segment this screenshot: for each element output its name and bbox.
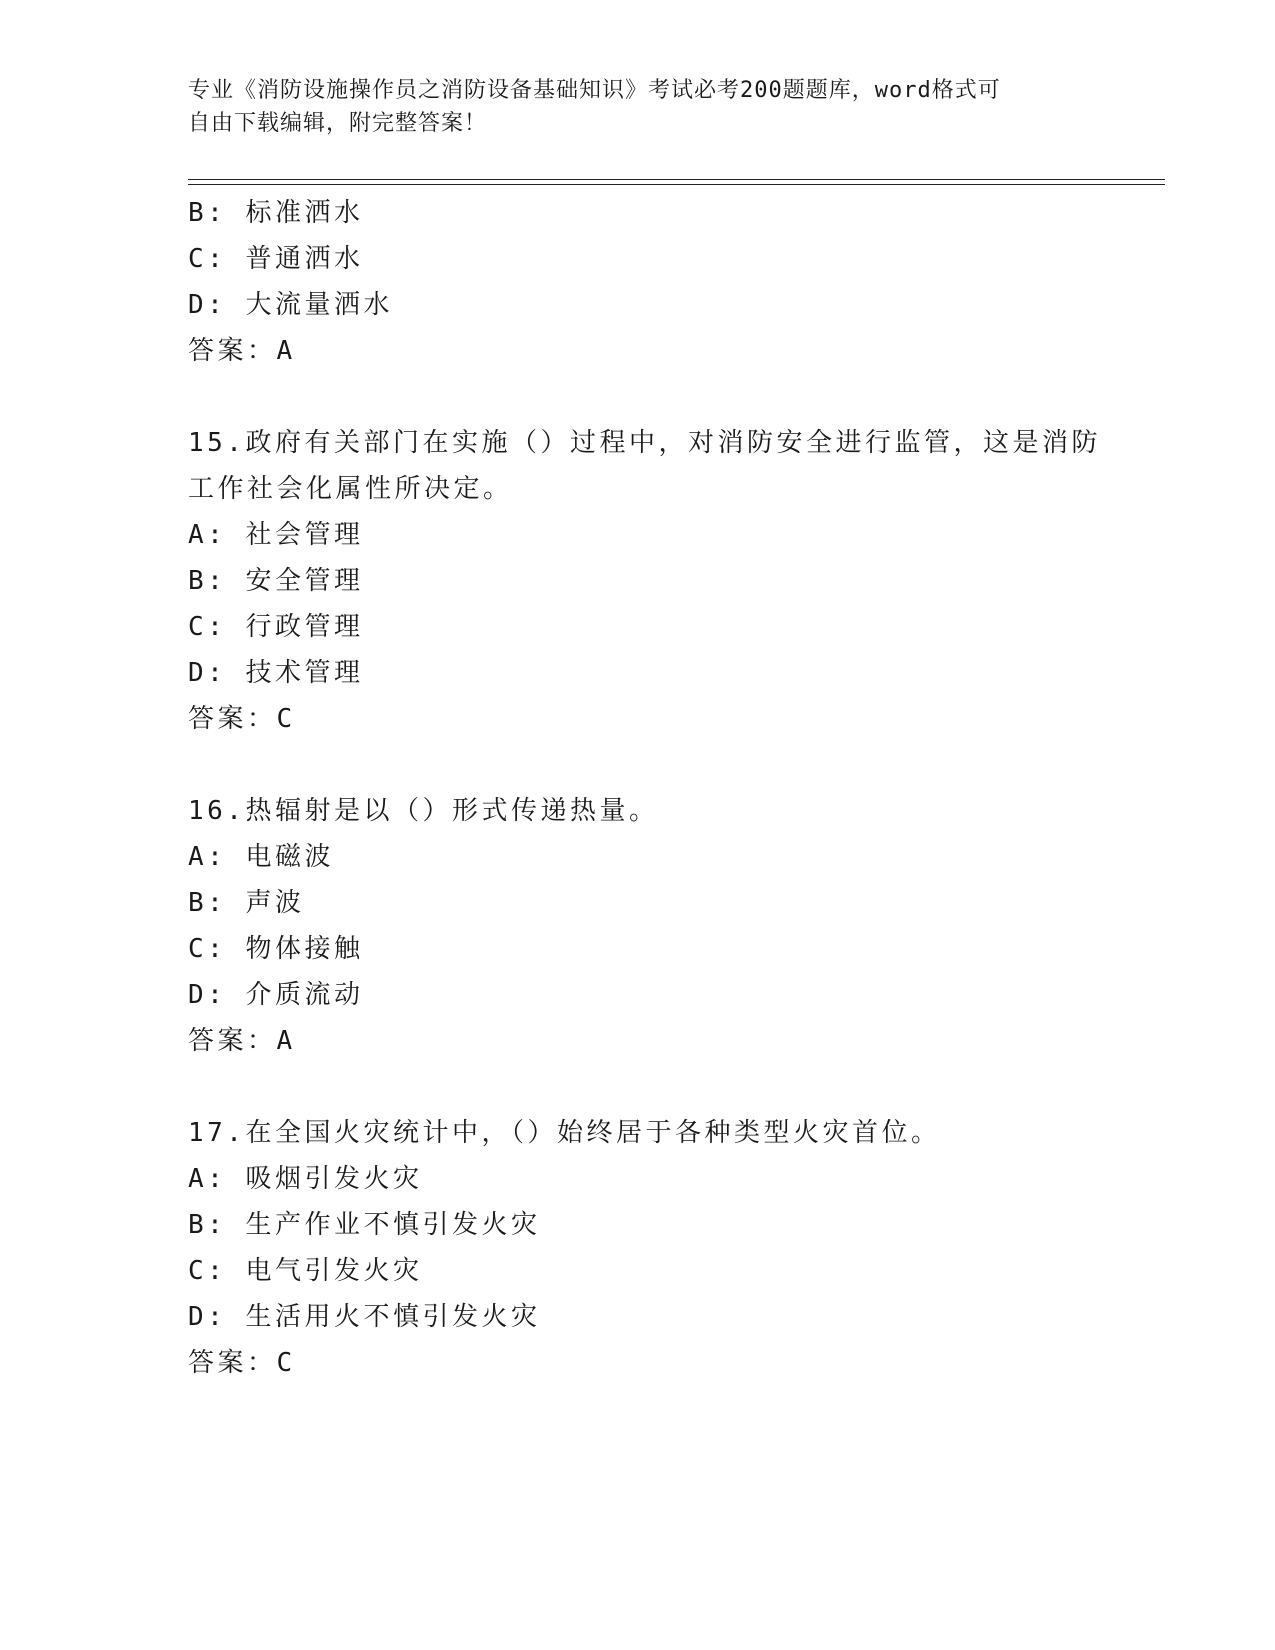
question-stem: 15.政府有关部门在实施（）过程中，对消防安全进行监管，这是消防 (188, 428, 1101, 458)
option-b: B: 标准洒水 (188, 198, 364, 228)
header-line-2: 自由下载编辑，附完整答案！ (188, 111, 488, 136)
answer-line: 答案：C (188, 704, 296, 734)
option-a: A: 吸烟引发火灾 (188, 1164, 423, 1194)
header-divider-bottom (188, 184, 1165, 185)
option-c: C: 电气引发火灾 (188, 1256, 423, 1286)
spacer (188, 374, 1088, 420)
option-b: B: 安全管理 (188, 566, 364, 596)
question-16 (188, 788, 1088, 1064)
spacer (188, 1064, 1088, 1110)
question-stem: 16.热辐射是以（）形式传递热量。 (188, 796, 659, 826)
option-d: D: 生活用火不慎引发火灾 (188, 1302, 541, 1332)
partial-question (188, 190, 1088, 374)
answer-line: 答案：A (188, 1026, 296, 1056)
option-a: A: 社会管理 (188, 520, 364, 550)
header-line-1: 专业《消防设施操作员之消防设备基础知识》考试必考200题题库，word格式可 (188, 78, 1001, 103)
question-stem: 工作社会化属性所决定。 (188, 474, 513, 504)
option-d: D: 大流量洒水 (188, 290, 393, 320)
option-b: B: 生产作业不慎引发火灾 (188, 1210, 541, 1240)
option-a: A: 电磁波 (188, 842, 334, 872)
question-15 (188, 420, 1101, 742)
answer-line: 答案：A (188, 336, 296, 366)
spacer (188, 742, 1088, 788)
option-d: D: 介质流动 (188, 980, 364, 1010)
document-header (188, 74, 1068, 140)
option-c: C: 行政管理 (188, 612, 364, 642)
option-d: D: 技术管理 (188, 658, 364, 688)
option-b: B: 声波 (188, 888, 305, 918)
header-divider-top (188, 179, 1165, 180)
question-stem: 17.在全国火灾统计中，（）始终居于各种类型火灾首位。 (188, 1118, 941, 1148)
question-17 (188, 1110, 1088, 1386)
answer-line: 答案：C (188, 1348, 296, 1378)
option-c: C: 普通洒水 (188, 244, 364, 274)
option-c: C: 物体接触 (188, 934, 364, 964)
question-list (188, 190, 1101, 1386)
